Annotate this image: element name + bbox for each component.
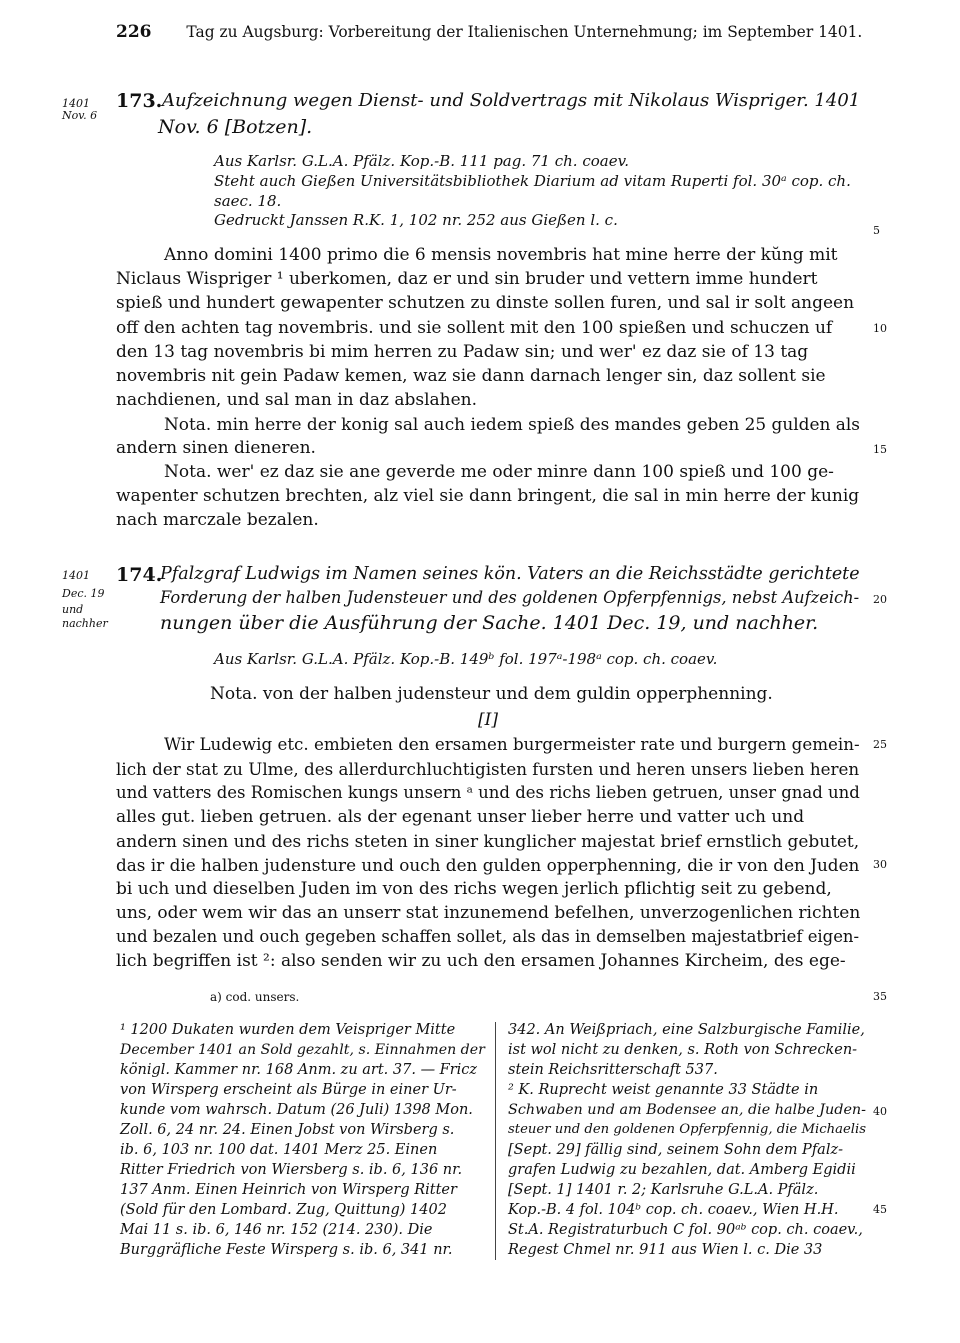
source-173-line2: Steht auch Gießen Universitätsbibliothek Diarium ad vitam Ruperti fol. 30ᵃ cop. ch. xyxy=(214,172,851,190)
footnote-line: Schwaben und am Bodensee an, die halbe Juden- xyxy=(508,1102,866,1118)
text-line: Anno domini 1400 primo die 6 mensis novembris hat mine herre der kŭng mit xyxy=(164,245,838,265)
footnote-line: ist wol nicht zu denken, s. Roth von Schrecken- xyxy=(508,1042,858,1058)
line-number: 45 xyxy=(873,1203,887,1216)
footnote-line: 342. An Weißpriach, eine Salzburgische Familie, xyxy=(508,1022,865,1038)
footnote-line: Regest Chmel nr. 911 aus Wien l. c. Die 33 xyxy=(508,1242,823,1258)
page-number: 226 xyxy=(116,22,152,42)
text-line: nach marczale bezalen. xyxy=(116,510,319,530)
text-line: das ir die halben judensture und ouch den gulden opperphenning, die ir von den Juden xyxy=(116,855,860,875)
text-line: Wir Ludewig etc. embieten den ersamen burgermeister rate und burgern gemein- xyxy=(164,735,860,754)
doc-title-173-line2: Nov. 6 [Botzen]. xyxy=(158,116,313,138)
text-line: Nota. wer' ez daz sie ane geverde me oder minre dann 100 spieß und 100 ge- xyxy=(164,462,834,482)
footnote-line: von Wirsperg erscheint als Bürge in einer Ur- xyxy=(120,1082,457,1098)
text-line: uns, oder wem wir das an unserr stat inzunemend befelhen, unverzogenlichen richten xyxy=(116,903,861,923)
footnote-line: [Sept. 1] 1401 r. 2; Karlsruhe G.L.A. Pfälz. xyxy=(508,1182,819,1198)
doc-number-173: 173. xyxy=(116,90,163,112)
footnote-line: Burggräfliche Feste Wirsperg s. ib. 6, 341 nr. xyxy=(120,1242,453,1258)
margin-date-173: 1401 Nov. 6 xyxy=(62,97,98,122)
text-line: bi uch und dieselben Juden im von des richs wegen jerlich pflichtig seit zu gebend, xyxy=(116,879,832,899)
running-title: Tag zu Augsburg: Vorbereitung der Italienischen Unternehmung; im September 1401. xyxy=(186,23,863,41)
doc-number-174: 174. xyxy=(116,564,163,586)
footnote-line: grafen Ludwig zu bezahlen, dat. Amberg Egidii xyxy=(508,1162,856,1178)
text-line: und vatters des Romischen kungs unsern ᵃ und des richs lieben getruen, unser gnad und xyxy=(116,783,860,802)
source-173-line4: Gedruckt Janssen R.K. 1, 102 nr. 252 aus Gießen l. c. xyxy=(214,211,618,229)
text-line: Nota. min herre der konig sal auch iedem spieß des mandes geben 25 gulden als xyxy=(164,414,860,434)
section-mark: [I] xyxy=(478,710,498,730)
footnote-line: königl. Kammer nr. 168 Anm. zu art. 37. — Fricz xyxy=(120,1062,478,1078)
footnote-line: kunde vom wahrsch. Datum (26 Juli) 1398 Mon. xyxy=(120,1102,473,1118)
text-line: andern sinen dieneren. xyxy=(116,438,316,458)
text-line: novembris nit gein Padaw kemen, waz sie dann darnach lenger sin, daz sollent sie xyxy=(116,366,826,386)
line-number: 25 xyxy=(873,738,887,751)
text-line: lich der stat zu Ulme, des allerdurchluchtigisten fursten und heren unsers lieben heren xyxy=(116,759,860,779)
margin-date-174: 1401 Dec. 19 und nachher xyxy=(62,569,108,630)
line-number: 35 xyxy=(873,990,887,1003)
footnote-line: Mai 11 s. ib. 6, 146 nr. 152 (214. 230). Die xyxy=(120,1222,433,1238)
doc-title-174-line2: Forderung der halben Judensteuer und des goldenen Opferpfennigs, nebst Aufzeich- xyxy=(160,588,860,607)
text-line: alles gut. lieben getruen. als der egenant unser lieber herre und vatter uch und xyxy=(116,807,805,827)
footnote-line: steuer und den goldenen Opferpfennig, die Michaelis xyxy=(508,1122,866,1137)
textual-note-a: a) cod. unsers. xyxy=(210,990,300,1004)
line-number: 20 xyxy=(873,593,887,606)
running-header xyxy=(116,22,862,42)
footnote-line: St.A. Registraturbuch C fol. 90ᵃᵇ cop. ch. coaev., xyxy=(508,1222,863,1238)
footnote-line: (Sold für den Lombard. Zug, Quittung) 1402 xyxy=(120,1202,447,1218)
text-line: den 13 tag novembris bi mim herren zu Padaw sin; und wer' ez daz sie of 13 tag xyxy=(116,342,809,362)
footnote-line: ² K. Ruprecht weist genannte 33 Städte in xyxy=(508,1082,819,1098)
text-line: Niclaus Wispriger ¹ uberkomen, daz er und sin bruder und vettern imme hundert xyxy=(116,269,818,289)
line-number: 15 xyxy=(873,443,887,456)
text-line: wapenter schutzen brechten, alz viel sie dann bringent, die sal in min herre der kunig xyxy=(116,486,860,506)
source-173-line3: saec. 18. xyxy=(214,192,282,210)
line-number: 10 xyxy=(873,322,887,335)
doc-title-174-line3: nungen über die Ausführung der Sache. 1401 Dec. 19, und nachher. xyxy=(160,612,819,634)
text-line: off den achten tag novembris. und sie sollent mit den 100 spießen und schuczen uf xyxy=(116,318,833,338)
footnote-line: ¹ 1200 Dukaten wurden dem Veispriger Mitte xyxy=(120,1022,456,1038)
text-line: spieß und hundert gewapenter schutzen zu dinste sollen furen, und sal ir solt angeen xyxy=(116,293,855,313)
line-number: 30 xyxy=(873,858,887,871)
text-line: andern sinen und des richs steten in siner kunglicher majestat brief ernstlich gebutet, xyxy=(116,831,860,851)
footnote-line: Ritter Friedrich von Wiersberg s. ib. 6, 136 nr. xyxy=(120,1162,463,1178)
nota-174: Nota. von der halben judensteur und dem guldin opperphenning. xyxy=(210,684,773,704)
doc-title-174-line1: Pfalzgraf Ludwigs im Namen seines kön. Vaters an die Reichsstädte gerichtete xyxy=(160,564,860,584)
footnote-line: ib. 6, 103 nr. 100 dat. 1401 Merz 25. Einen xyxy=(120,1142,438,1158)
source-174: Aus Karlsr. G.L.A. Pfälz. Kop.-B. 149ᵇ fol. 197ᵃ-198ᵃ cop. ch. coaev. xyxy=(214,650,718,668)
text-line: lich begriffen ist ²: also senden wir zu uch den ersamen Johannes Kircheim, des ege- xyxy=(116,951,846,971)
footnote-line: 137 Anm. Einen Heinrich von Wirsperg Ritter xyxy=(120,1182,457,1198)
footnote-line: Kop.-B. 4 fol. 104ᵇ cop. ch. coaev., Wien H.H. xyxy=(508,1202,839,1218)
footnote-line: December 1401 an Sold gezahlt, s. Einnahmen der xyxy=(120,1042,485,1058)
footnote-line: stein Reichsritterschaft 537. xyxy=(508,1062,718,1078)
footnote-line: Zoll. 6, 24 nr. 24. Einen Jobst von Wirsberg s. xyxy=(120,1122,455,1138)
footnote-column-divider xyxy=(495,1022,496,1260)
line-number: 40 xyxy=(873,1105,887,1118)
text-line: nachdienen, und sal man in daz abslahen. xyxy=(116,390,478,410)
source-173-line1: Aus Karlsr. G.L.A. Pfälz. Kop.-B. 111 pag. 71 ch. coaev. xyxy=(214,152,630,170)
text-line: und bezalen und ouch gegeben schaffen sollet, als das in demselben majestatbrief eigen- xyxy=(116,927,860,946)
footnote-line: [Sept. 29] fällig sind, seinem Sohn dem Pfalz- xyxy=(508,1142,844,1158)
doc-title-173-line1: Aufzeichnung wegen Dienst- und Soldvertrags mit Nikolaus Wispriger. 1401 xyxy=(162,90,861,111)
line-number: 5 xyxy=(873,224,880,237)
